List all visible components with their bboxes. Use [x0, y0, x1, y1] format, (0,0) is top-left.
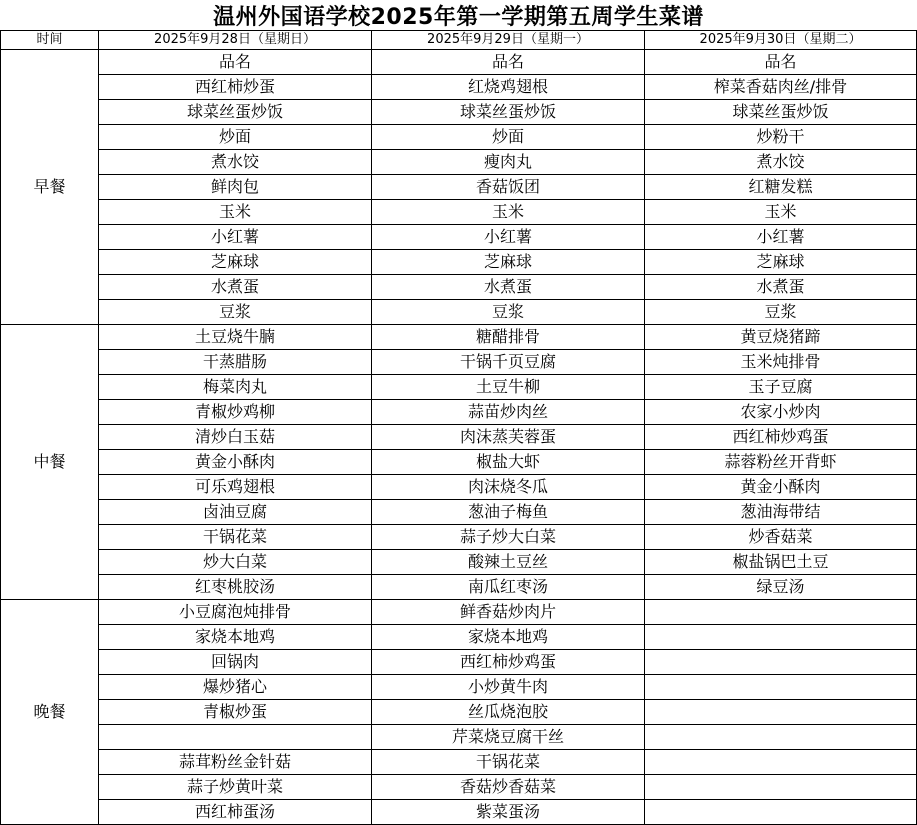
dish-cell: 爆炒猪心: [99, 675, 372, 700]
dish-cell: 蒜苗炒肉丝: [372, 400, 645, 425]
time-header: 时间: [1, 31, 99, 50]
table-row: [1, 775, 917, 800]
table-row: [1, 725, 917, 750]
table-row: [1, 300, 917, 325]
dish-cell: 红糖发糕: [645, 175, 917, 200]
table-row: [1, 525, 917, 550]
day-header: 2025年9月30日（星期二）: [645, 31, 917, 50]
dish-cell: 糖醋排骨: [372, 325, 645, 350]
table-row: [1, 750, 917, 775]
dish-cell: 瘦肉丸: [372, 150, 645, 175]
dish-cell: 家烧本地鸡: [99, 625, 372, 650]
dish-cell: 黄金小酥肉: [99, 450, 372, 475]
dish-cell: 玉米: [645, 200, 917, 225]
dish-cell: 椒盐大虾: [372, 450, 645, 475]
table-row: [1, 575, 917, 600]
dish-cell: 黄豆烧猪蹄: [645, 325, 917, 350]
dish-cell: 红枣桃胶汤: [99, 575, 372, 600]
dish-cell: [645, 650, 917, 675]
table-row: [1, 50, 917, 75]
dish-cell: 品名: [645, 50, 917, 75]
dish-cell: 炒大白菜: [99, 550, 372, 575]
dish-cell: 青椒炒鸡柳: [99, 400, 372, 425]
dish-cell: [645, 750, 917, 775]
dish-cell: 黄金小酥肉: [645, 475, 917, 500]
table-row: [1, 550, 917, 575]
dish-cell: 芹菜烧豆腐干丝: [372, 725, 645, 750]
dish-cell: 鲜肉包: [99, 175, 372, 200]
dish-cell: 球菜丝蛋炒饭: [99, 100, 372, 125]
dish-cell: 椒盐锅巴土豆: [645, 550, 917, 575]
dish-cell: 西红柿炒鸡蛋: [645, 425, 917, 450]
dish-cell: 品名: [372, 50, 645, 75]
dish-cell: 煮水饺: [645, 150, 917, 175]
table-row: [1, 325, 917, 350]
day-header: 2025年9月28日（星期日）: [99, 31, 372, 50]
dish-cell: 青椒炒蛋: [99, 700, 372, 725]
table-row: [1, 400, 917, 425]
table-row: [1, 225, 917, 250]
menu-table-body: [1, 31, 917, 825]
dish-cell: 水煮蛋: [372, 275, 645, 300]
table-row: [1, 200, 917, 225]
dish-cell: 芝麻球: [372, 250, 645, 275]
table-row: [1, 125, 917, 150]
dish-cell: 梅菜肉丸: [99, 375, 372, 400]
table-row: [1, 425, 917, 450]
table-row: [1, 100, 917, 125]
table-row: [1, 450, 917, 475]
dish-cell: 干蒸腊肠: [99, 350, 372, 375]
dish-cell: 球菜丝蛋炒饭: [645, 100, 917, 125]
dish-cell: 干锅千页豆腐: [372, 350, 645, 375]
dish-cell: 煮水饺: [99, 150, 372, 175]
dish-cell: 蒜子炒黄叶菜: [99, 775, 372, 800]
dish-cell: 干锅花菜: [99, 525, 372, 550]
table-row: [1, 375, 917, 400]
dish-cell: [99, 725, 372, 750]
dish-cell: 紫菜蛋汤: [372, 800, 645, 825]
dish-cell: 西红柿炒蛋: [99, 75, 372, 100]
table-row: [1, 175, 917, 200]
dish-cell: 香菇炒香菇菜: [372, 775, 645, 800]
dish-cell: 小炒黄牛肉: [372, 675, 645, 700]
header-row: [1, 31, 917, 50]
dish-cell: 小红薯: [372, 225, 645, 250]
dish-cell: 葱油海带结: [645, 500, 917, 525]
meal-label: 晚餐: [1, 600, 99, 825]
day-header: 2025年9月29日（星期一）: [372, 31, 645, 50]
page-title: 温州外国语学校2025年第一学期第五周学生菜谱: [213, 4, 704, 30]
table-row: [1, 650, 917, 675]
dish-cell: 肉沫烧冬瓜: [372, 475, 645, 500]
dish-cell: [645, 775, 917, 800]
dish-cell: 炒面: [99, 125, 372, 150]
dish-cell: 豆浆: [372, 300, 645, 325]
table-row: [1, 600, 917, 625]
dish-cell: 家烧本地鸡: [372, 625, 645, 650]
dish-cell: 炒面: [372, 125, 645, 150]
table-row: [1, 475, 917, 500]
dish-cell: 土豆烧牛腩: [99, 325, 372, 350]
dish-cell: 豆浆: [645, 300, 917, 325]
dish-cell: 酸辣土豆丝: [372, 550, 645, 575]
dish-cell: [645, 675, 917, 700]
table-row: [1, 625, 917, 650]
meal-label: 中餐: [1, 325, 99, 600]
dish-cell: 水煮蛋: [645, 275, 917, 300]
dish-cell: 玉米: [372, 200, 645, 225]
dish-cell: 蒜茸粉丝金针菇: [99, 750, 372, 775]
table-row: [1, 250, 917, 275]
dish-cell: 榨菜香菇肉丝/排骨: [645, 75, 917, 100]
dish-cell: 小红薯: [645, 225, 917, 250]
table-row: [1, 350, 917, 375]
dish-cell: 南瓜红枣汤: [372, 575, 645, 600]
dish-cell: [645, 600, 917, 625]
table-row: [1, 700, 917, 725]
dish-cell: 品名: [99, 50, 372, 75]
dish-cell: 球菜丝蛋炒饭: [372, 100, 645, 125]
dish-cell: 玉米: [99, 200, 372, 225]
dish-cell: 西红柿炒鸡蛋: [372, 650, 645, 675]
dish-cell: 回锅肉: [99, 650, 372, 675]
dish-cell: [645, 700, 917, 725]
dish-cell: 芝麻球: [645, 250, 917, 275]
dish-cell: 鲜香菇炒肉片: [372, 600, 645, 625]
dish-cell: 卤油豆腐: [99, 500, 372, 525]
dish-cell: 葱油子梅鱼: [372, 500, 645, 525]
dish-cell: 清炒白玉菇: [99, 425, 372, 450]
dish-cell: 小豆腐泡炖排骨: [99, 600, 372, 625]
meal-label: 早餐: [1, 50, 99, 325]
dish-cell: [645, 625, 917, 650]
table-row: [1, 800, 917, 825]
menu-table: [0, 30, 917, 825]
dish-cell: 香菇饭团: [372, 175, 645, 200]
dish-cell: 水煮蛋: [99, 275, 372, 300]
dish-cell: 西红柿蛋汤: [99, 800, 372, 825]
dish-cell: 芝麻球: [99, 250, 372, 275]
dish-cell: 农家小炒肉: [645, 400, 917, 425]
dish-cell: 炒粉干: [645, 125, 917, 150]
dish-cell: 红烧鸡翅根: [372, 75, 645, 100]
dish-cell: 丝瓜烧泡胶: [372, 700, 645, 725]
table-row: [1, 75, 917, 100]
dish-cell: 炒香菇菜: [645, 525, 917, 550]
dish-cell: 玉子豆腐: [645, 375, 917, 400]
dish-cell: 蒜子炒大白菜: [372, 525, 645, 550]
dish-cell: 土豆牛柳: [372, 375, 645, 400]
dish-cell: 蒜蓉粉丝开背虾: [645, 450, 917, 475]
dish-cell: 小红薯: [99, 225, 372, 250]
dish-cell: [645, 800, 917, 825]
table-row: [1, 150, 917, 175]
table-row: [1, 675, 917, 700]
dish-cell: 可乐鸡翅根: [99, 475, 372, 500]
dish-cell: 绿豆汤: [645, 575, 917, 600]
table-row: [1, 275, 917, 300]
table-row: [1, 500, 917, 525]
dish-cell: 干锅花菜: [372, 750, 645, 775]
dish-cell: 肉沫蒸芙蓉蛋: [372, 425, 645, 450]
dish-cell: 玉米炖排骨: [645, 350, 917, 375]
dish-cell: 豆浆: [99, 300, 372, 325]
dish-cell: [645, 725, 917, 750]
